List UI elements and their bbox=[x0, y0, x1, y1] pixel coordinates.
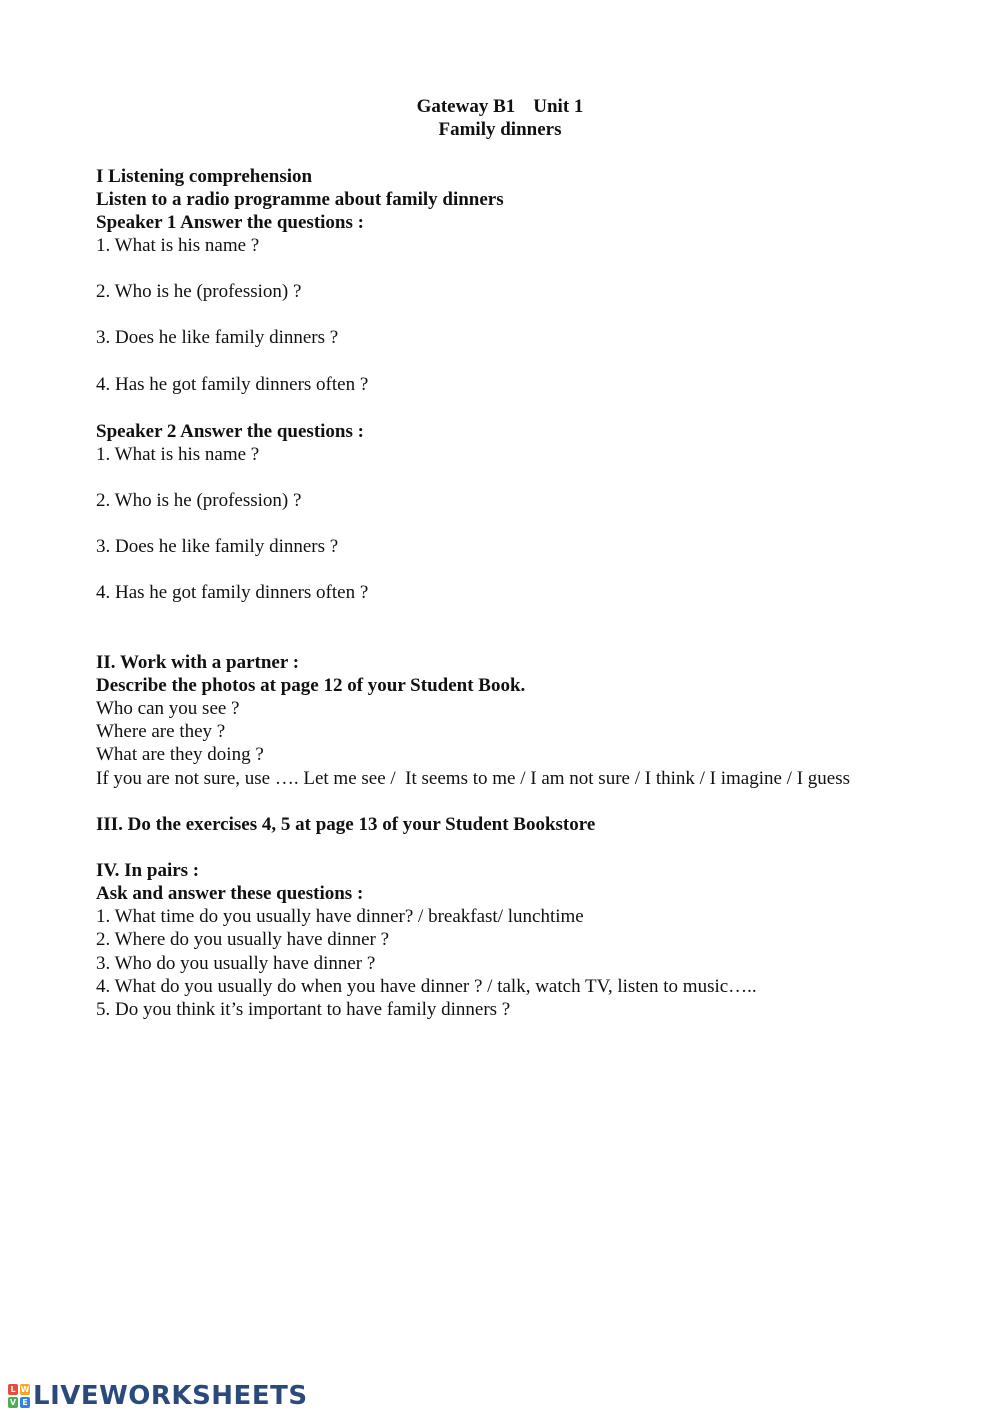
section-2-heading: II. Work with a partner : bbox=[96, 652, 300, 673]
speaker-1-question: 4. Has he got family dinners often ? bbox=[96, 374, 369, 395]
logo-letter: L bbox=[8, 1384, 18, 1395]
worksheet-title bbox=[0, 95, 1000, 118]
speaker-2-question: 1. What is his name ? bbox=[96, 444, 260, 465]
speaker-1-question: 2. Who is he (profession) ? bbox=[96, 281, 302, 302]
course-name: Gateway B1 bbox=[416, 96, 516, 117]
logo-wordmark: LIVEWORKSHEETS bbox=[33, 1381, 308, 1411]
speaker-2-question: 4. Has he got family dinners often ? bbox=[96, 582, 369, 603]
section-4-instruction: Ask and answer these questions : bbox=[96, 883, 364, 904]
section-2-line: What are they doing ? bbox=[96, 744, 264, 765]
speaker-2-heading: Speaker 2 Answer the questions : bbox=[96, 421, 364, 442]
unit-name: Unit 1 bbox=[533, 96, 584, 117]
section-2-line: Who can you see ? bbox=[96, 698, 240, 719]
logo-letter: W bbox=[20, 1385, 30, 1394]
logo-letter: E bbox=[20, 1397, 30, 1408]
section-4-question: 5. Do you think it’s important to have family dinners ? bbox=[96, 999, 511, 1020]
speaker-1-heading: Speaker 1 Answer the questions : bbox=[96, 212, 364, 233]
section-1-instruction: Listen to a radio programme about family dinners bbox=[96, 189, 504, 210]
section-2-line: If you are not sure, use …. Let me see / It seems to me / I am not sure / I think / I imagine / I guess bbox=[96, 768, 851, 789]
speaker-2-question: 2. Who is he (profession) ? bbox=[96, 490, 302, 511]
section-3-heading: III. Do the exercises 4, 5 at page 13 of your Student Bookstore bbox=[96, 814, 596, 835]
section-4-question: 1. What time do you usually have dinner? / breakfast/ lunchtime bbox=[96, 906, 584, 927]
liveworksheets-logo[interactable] bbox=[8, 1381, 308, 1411]
section-1-heading: I Listening comprehension bbox=[96, 166, 313, 187]
section-4-question: 4. What do you usually do when you have dinner ? / talk, watch TV, listen to music….. bbox=[96, 976, 757, 997]
section-2-instruction: Describe the photos at page 12 of your Student Book. bbox=[96, 675, 526, 696]
worksheet-subtitle: Family dinners bbox=[438, 119, 562, 140]
section-2-line: Where are they ? bbox=[96, 721, 226, 742]
logo-mark-icon bbox=[8, 1384, 30, 1408]
speaker-1-question: 3. Does he like family dinners ? bbox=[96, 327, 339, 348]
section-4-question: 3. Who do you usually have dinner ? bbox=[96, 953, 376, 974]
speaker-1-question: 1. What is his name ? bbox=[96, 235, 260, 256]
section-4-question: 2. Where do you usually have dinner ? bbox=[96, 929, 390, 950]
logo-letter: V bbox=[9, 1398, 17, 1407]
speaker-2-question: 3. Does he like family dinners ? bbox=[96, 536, 339, 557]
section-4-heading: IV. In pairs : bbox=[96, 860, 200, 881]
